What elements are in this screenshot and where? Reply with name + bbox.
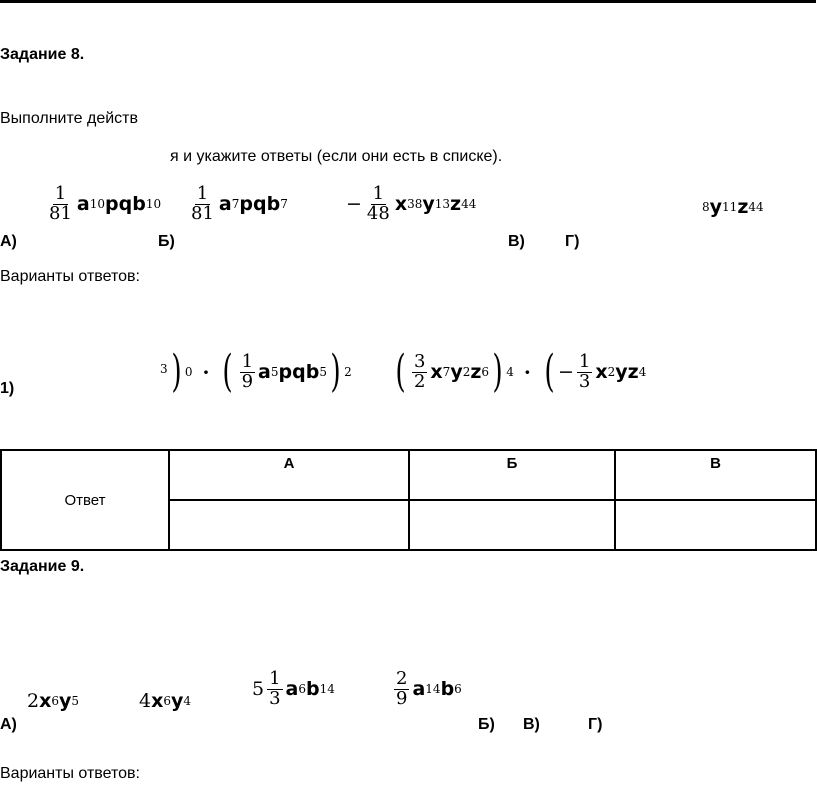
fraction: $\frac{1}{81}$ [191, 183, 214, 224]
task9-expression-3: 5 $\frac{1}{3}$ a 6 b 14 [252, 668, 335, 709]
task9-expression-4: $\frac{2}{9}$ a 14 b 6 [396, 668, 462, 709]
task8-option-g-label: Г) [565, 233, 580, 250]
task8-expression-1: 3 ) 0 · ( $\frac{1}{9}$ a 5 pq b 5 ) 2 ( $\frac{3}{2}$ x 7 y 2 z 6 ) 4 · ( − $\frac{1}{3}$ x 2 y z 4 [160, 346, 647, 397]
fraction: $\frac{3}{2}$ [413, 350, 426, 392]
task9-option-v-label: В) [523, 716, 540, 733]
answer-cell-v[interactable] [615, 500, 816, 550]
task8-answer-a-expression: $\frac{1}{81}$ a 10 pq b 10 [49, 183, 162, 224]
task9-option-g-label: Г) [588, 716, 603, 733]
task8-option-v-label: В) [508, 233, 525, 250]
fraction: $\frac{2}{9}$ [396, 668, 408, 709]
task8-expression-label: 1) [0, 380, 15, 397]
answer-header-v: В [615, 450, 816, 500]
task8-instruction-part2: я и укажите ответы (если они есть в списке). [170, 148, 503, 165]
task9-variants-label: Варианты ответов: [0, 765, 140, 782]
task9-expression-1: 2 x 6 y 5 [27, 690, 80, 712]
multiply-dot: · [202, 360, 210, 384]
answer-cell-a[interactable] [169, 500, 409, 550]
task9-option-b-label: Б) [478, 716, 495, 733]
task8-answer-g-expression: 8 y 11 z 44 [702, 196, 764, 218]
task8-option-b-label: Б) [158, 233, 175, 250]
top-rule [0, 0, 816, 3]
answer-table [0, 449, 817, 551]
task8-instruction-part1: Выполните действ [0, 110, 138, 127]
answer-header-a: А [169, 450, 409, 500]
task8-answer-b-expression: $\frac{1}{81}$ a 7 pq b 7 [191, 183, 288, 224]
fraction: $\frac{1}{9}$ [241, 350, 254, 392]
fraction: $\frac{1}{48}$ [366, 183, 390, 224]
task8-title: Задание 8. [0, 46, 85, 63]
fraction: $\frac{1}{3}$ [578, 350, 591, 392]
answer-header-b: Б [409, 450, 615, 500]
fraction: $\frac{1}{3}$ [269, 668, 281, 709]
answer-row-label: Ответ [1, 450, 169, 550]
task8-variants-label: Варианты ответов: [0, 268, 140, 285]
fraction: $\frac{1}{81}$ [49, 183, 72, 224]
task9-title: Задание 9. [0, 558, 85, 575]
multiply-dot: · [523, 360, 531, 384]
task9-expression-2: 4 x 6 y 4 [139, 690, 192, 712]
task8-option-a-label: А) [0, 233, 17, 250]
task9-option-a-label: А) [0, 716, 17, 733]
answer-cell-b[interactable] [409, 500, 615, 550]
task8-answer-v-expression: − $\frac{1}{48}$ x 38 y 13 z 44 [346, 183, 477, 224]
